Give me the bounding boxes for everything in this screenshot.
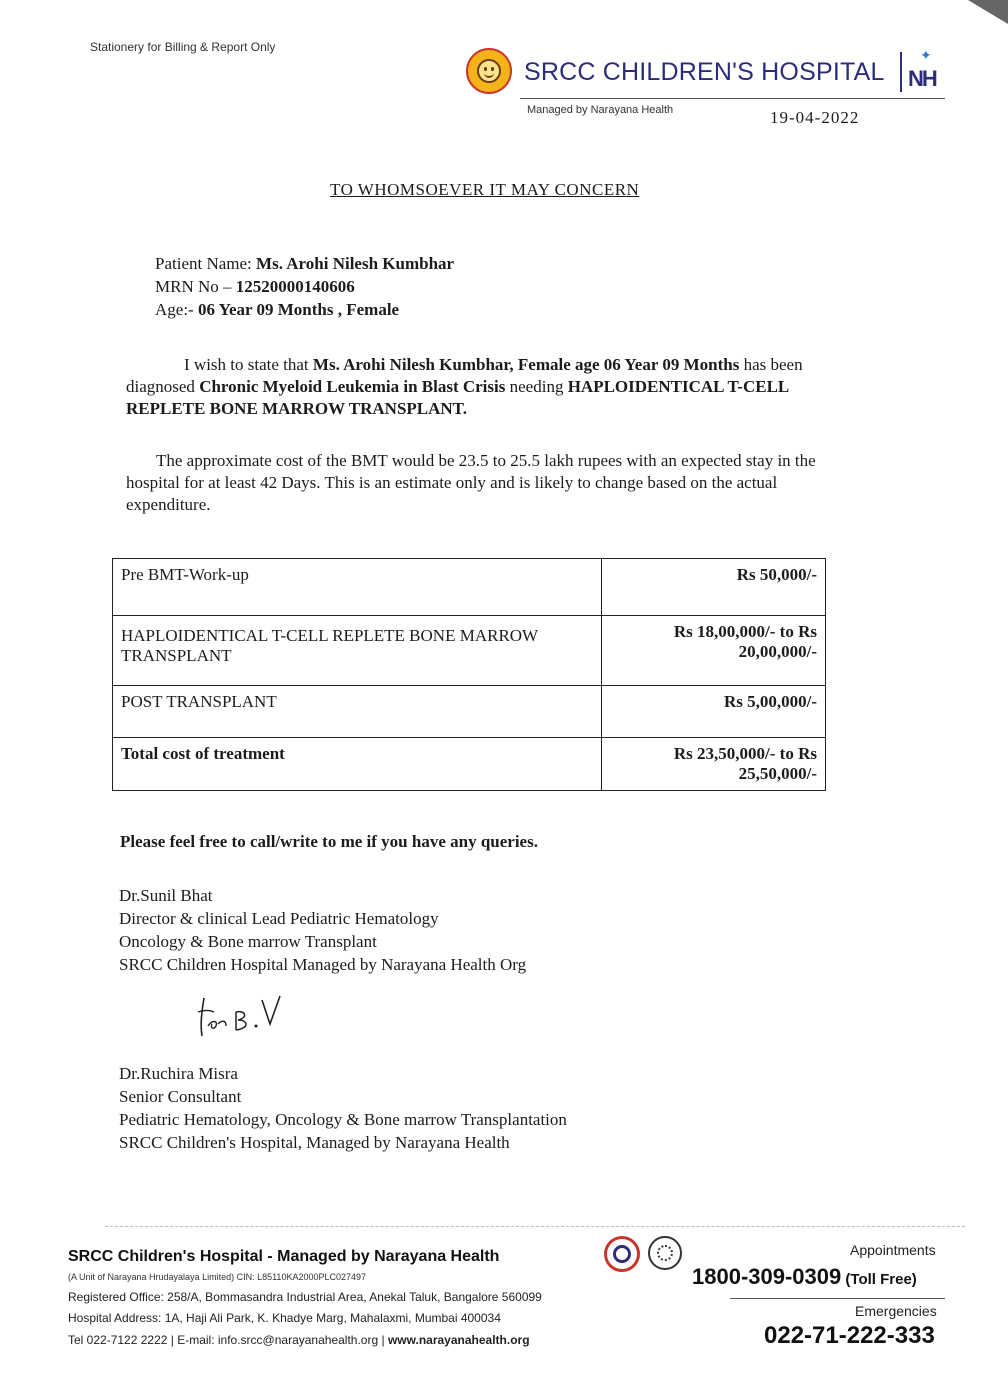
signatory-title: Senior Consultant xyxy=(119,1087,242,1106)
cost-item: Pre BMT-Work-up xyxy=(113,559,602,616)
queries-note: Please feel free to call/write to me if you have any queries. xyxy=(120,832,538,851)
cost-amount: Rs 5,00,000/- xyxy=(602,686,826,738)
cost-amount: Rs 23,50,000/- to Rs 25,50,000/- xyxy=(602,738,826,791)
age-line: Age:- 06 Year 09 Months , Female xyxy=(155,300,400,319)
hospital-logo xyxy=(466,48,946,98)
cost-table xyxy=(112,558,826,791)
accreditation-badge-icon xyxy=(604,1236,640,1272)
signatory-title: Director & clinical Lead Pediatric Hematology xyxy=(119,909,439,928)
diagnosis-paragraph: I wish to state that Ms. Arohi Nilesh Kumbhar, Female age 06 Year 09 Months has been diagnosed Chronic Myeloid Leukemia in Blast Crisis needing HAPLOIDENTICAL T-CELL REPLETE BONE MARROW TRANSPLANT. xyxy=(126,355,803,418)
contact-divider xyxy=(730,1298,945,1299)
footer-title: SRCC Children's Hospital - Managed by Narayana Health xyxy=(68,1248,500,1265)
signatory-title: Oncology & Bone marrow Transplant xyxy=(119,932,377,951)
cost-estimate-paragraph: The approximate cost of the BMT would be 23.5 to 25.5 lakh rupees with an expected stay in the hospital for at least 42 Days. This is an estimate only and is likely to change based on the actual expenditure. xyxy=(126,451,816,514)
signatory-org: SRCC Children Hospital Managed by Narayana Health Org xyxy=(119,955,527,974)
smiley-logo-icon xyxy=(466,48,512,94)
table-row xyxy=(113,616,826,686)
cost-item: POST TRANSPLANT xyxy=(113,686,602,738)
appointments-number: 1800-309-0309 (Toll Free) xyxy=(692,1264,917,1289)
mrn-line: MRN No – 12520000140606 xyxy=(155,277,355,296)
footer-unit-cin: (A Unit of Narayana Hrudayalaya Limited) CIN: L85110KA2000PLC027497 xyxy=(68,1272,367,1282)
signatory-secondary xyxy=(119,1062,567,1154)
header-divider xyxy=(520,98,945,99)
appointments-label: Appointments xyxy=(850,1242,936,1258)
table-row xyxy=(113,738,826,791)
handwritten-signature xyxy=(196,990,286,1040)
nh-logo-icon: ✦ NH xyxy=(900,52,950,92)
table-row xyxy=(113,559,826,616)
cost-amount: Rs 50,000/- xyxy=(602,559,826,616)
letter-date: 19-04-2022 xyxy=(770,108,860,127)
cost-item: HAPLOIDENTICAL T-CELL REPLETE BONE MARROW TRANSPLANT xyxy=(113,616,602,686)
hospital-name: SRCC CHILDREN'S HOSPITAL xyxy=(524,58,885,86)
letter-heading: TO WHOMSOEVER IT MAY CONCERN xyxy=(330,180,640,199)
signatory-title: Pediatric Hematology, Oncology & Bone marrow Transplantation xyxy=(119,1110,567,1129)
cost-amount: Rs 18,00,000/- to Rs 20,00,000/- xyxy=(602,616,826,686)
footer-registered-office: Registered Office: 258/A, Bommasandra Industrial Area, Anekal Taluk, Bangalore 560099 xyxy=(68,1290,542,1304)
footer-divider xyxy=(105,1226,965,1227)
managed-by: Managed by Narayana Health xyxy=(527,104,674,116)
emergencies-label: Emergencies xyxy=(855,1303,937,1319)
signatory-name: Dr.Sunil Bhat xyxy=(119,886,213,905)
signatory-primary xyxy=(119,884,526,976)
cost-item: Total cost of treatment xyxy=(113,738,602,791)
footer-hospital-address: Hospital Address: 1A, Haji Ali Park, K. Khadye Marg, Mahalaxmi, Mumbai 400034 xyxy=(68,1311,501,1325)
patient-name-line: Patient Name: Ms. Arohi Nilesh Kumbhar xyxy=(155,254,455,273)
patient-details xyxy=(155,252,454,321)
emergencies-number: 022-71-222-333 xyxy=(764,1322,935,1349)
signatory-org: SRCC Children's Hospital, Managed by Narayana Health xyxy=(119,1133,510,1152)
page-corner-fold xyxy=(968,0,1008,24)
website-link[interactable]: www.narayanahealth.org xyxy=(387,1333,530,1347)
certification-seal-icon xyxy=(648,1236,682,1270)
footer-contact-line: Tel 022-7122 2222 | E-mail: info.srcc@narayanahealth.org | www.narayanahealth.org xyxy=(68,1333,530,1347)
signatory-name: Dr.Ruchira Misra xyxy=(119,1064,238,1083)
stationery-note: Stationery for Billing & Report Only xyxy=(90,40,276,54)
table-row xyxy=(113,686,826,738)
